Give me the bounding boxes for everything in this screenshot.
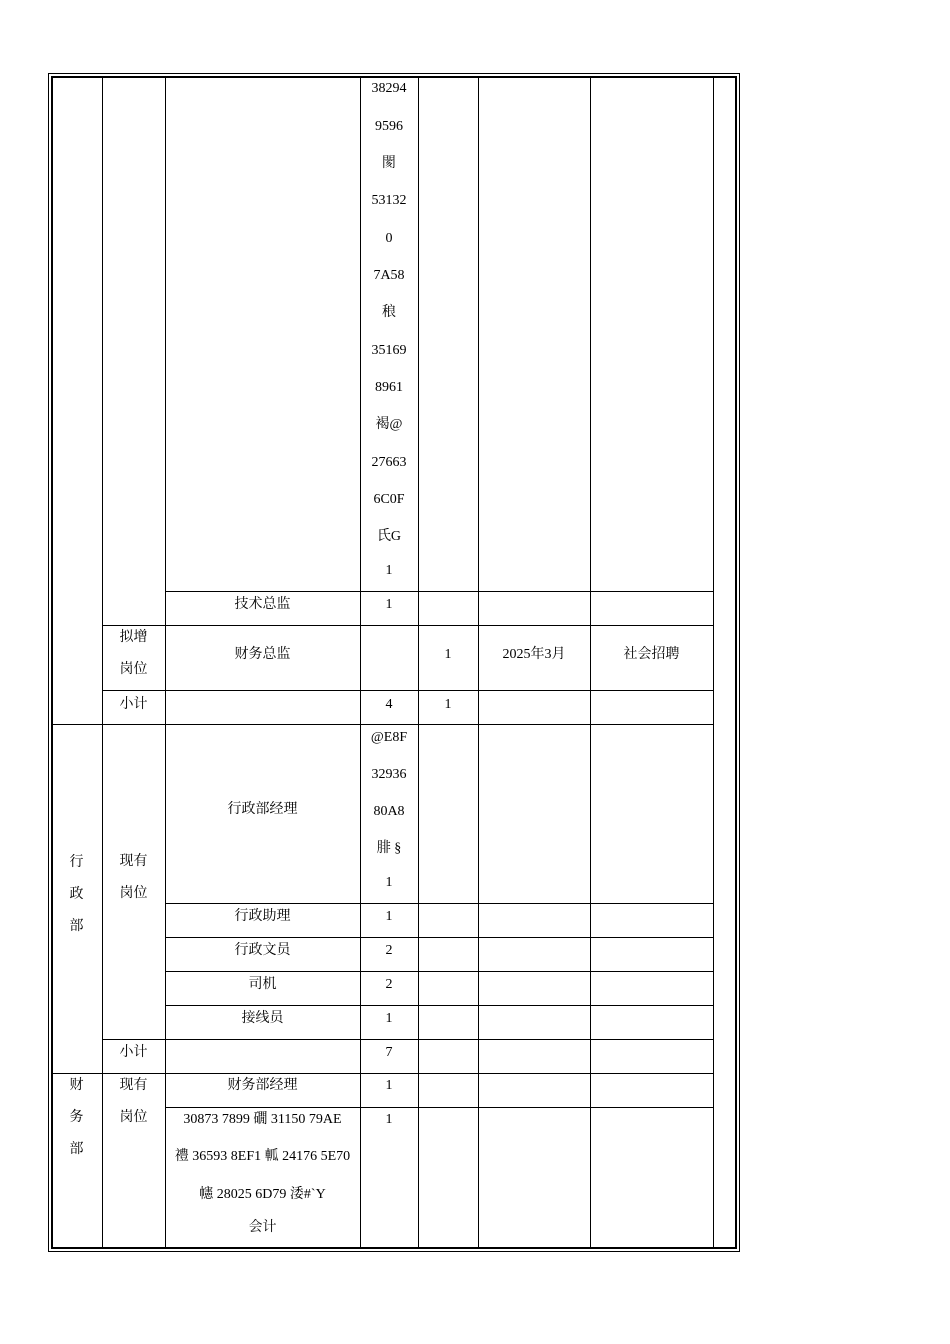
grid-line: [102, 1039, 713, 1040]
grid-line: [165, 937, 713, 938]
grid-line: [165, 971, 713, 972]
position-name: 行政部经理: [227, 802, 298, 817]
cell-line: 氏G: [376, 529, 402, 544]
planned-time: 2025年3月: [502, 647, 566, 662]
post-type-label: 岗位: [119, 662, 148, 677]
cell-line: 1: [385, 875, 393, 890]
cell-line: 閡: [382, 156, 396, 171]
cell-line: 32936: [371, 767, 407, 782]
cell-line: 9596: [375, 119, 403, 134]
cell-line: 褐@: [375, 417, 403, 432]
cell-line: 禮 36593 8EF1 軱 24176 5E70: [174, 1149, 351, 1164]
position-name: 会计: [248, 1220, 277, 1235]
cell-line: 30873 7899 礀 31150 79AE: [183, 1112, 342, 1127]
post-type-label: 岗位: [119, 886, 148, 901]
grid-line: [713, 76, 714, 1249]
dept-name-char: 务: [69, 1110, 84, 1125]
position-name: 技术总监: [234, 597, 291, 612]
subtotal-label: 小计: [119, 1045, 148, 1060]
grid-line: [165, 591, 713, 592]
cell-line: 幰 28025 6D79 涹#`Y: [199, 1187, 326, 1202]
grid-line: [165, 903, 713, 904]
cell-line: 6C0F: [373, 492, 405, 507]
subtotal-planned: 1: [444, 697, 452, 712]
grid-line: [51, 1073, 713, 1074]
position-name: 财务总监: [234, 647, 291, 662]
position-name: 行政助理: [234, 909, 291, 924]
cell-line: 27663: [371, 455, 407, 470]
post-type-label: 岗位: [119, 1110, 148, 1125]
grid-line: [102, 625, 713, 626]
position-name: 接线员: [241, 1011, 284, 1026]
current-count: 2: [385, 977, 393, 992]
cell-line: 8961: [375, 380, 403, 395]
post-type-label: 现有: [119, 1078, 148, 1093]
cell-line: 0: [385, 231, 393, 246]
cell-line: 1: [385, 563, 393, 578]
current-count: 1: [385, 909, 393, 924]
position-name: 司机: [248, 977, 277, 992]
cell-line: 35169: [371, 343, 407, 358]
grid-line: [51, 724, 713, 725]
cell-line: 80A8: [373, 804, 405, 819]
post-type-label: 现有: [119, 854, 148, 869]
current-count: 2: [385, 943, 393, 958]
dept-name-char: 行: [69, 855, 84, 870]
current-count: 1: [385, 1078, 393, 1093]
dept-name-char: 部: [69, 919, 84, 934]
current-count: 1: [385, 1112, 393, 1127]
grid-line: [102, 690, 713, 691]
recruit-method: 社会招聘: [623, 647, 680, 662]
dept-name-char: 财: [69, 1078, 84, 1093]
dept-name-char: 部: [69, 1142, 84, 1157]
subtotal-label: 小计: [119, 697, 148, 712]
cell-line: 稂: [382, 305, 396, 320]
dept-name-char: 政: [69, 887, 84, 902]
subtotal-current: 7: [385, 1045, 393, 1060]
current-count: 1: [385, 1011, 393, 1026]
subtotal-current: 4: [385, 697, 393, 712]
position-name: 行政文员: [234, 943, 291, 958]
cell-line: 腓 §: [376, 841, 402, 856]
cell-line: @E8F: [370, 730, 408, 745]
position-name: 财务部经理: [227, 1078, 298, 1093]
grid-line: [165, 1107, 713, 1108]
cell-line: 53132: [371, 193, 407, 208]
cell-line: 38294: [371, 81, 407, 96]
cell-line: 7A58: [373, 268, 405, 283]
planned-count: 1: [444, 647, 452, 662]
grid-line: [165, 1005, 713, 1006]
post-type-label: 拟增: [119, 630, 148, 645]
current-count: 1: [385, 597, 393, 612]
